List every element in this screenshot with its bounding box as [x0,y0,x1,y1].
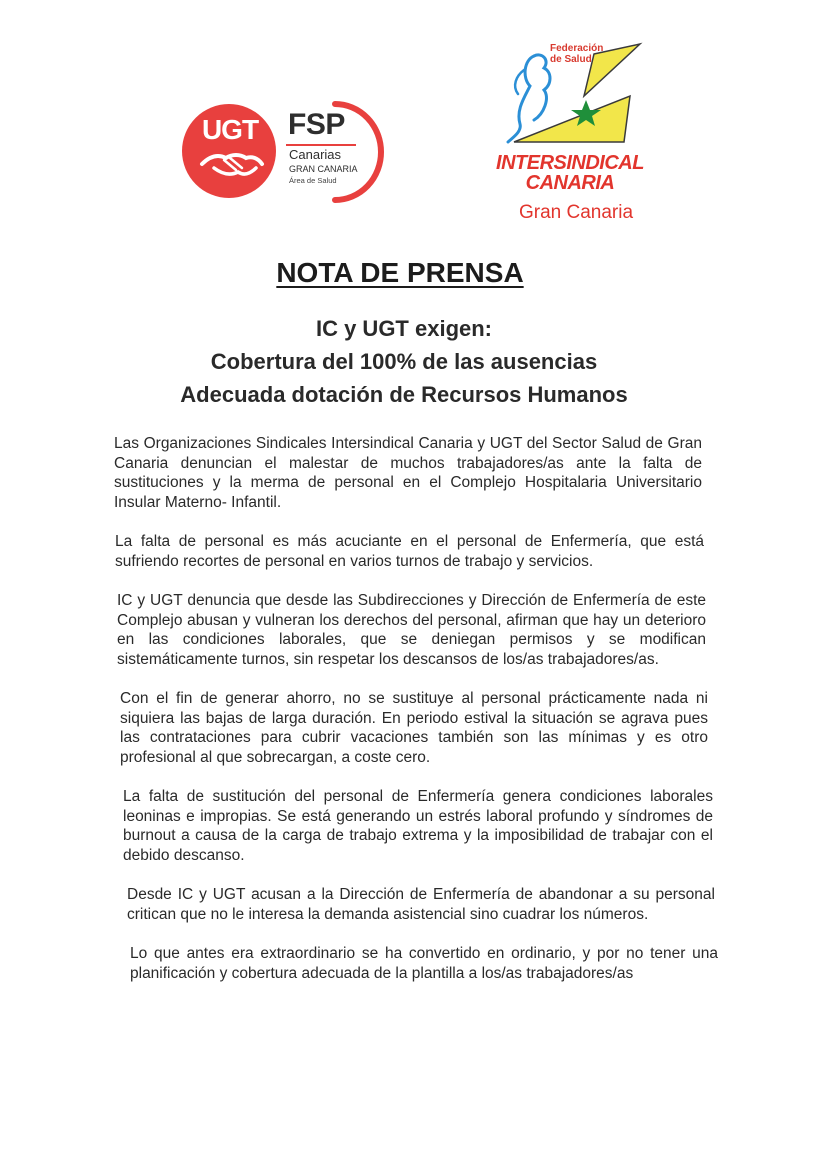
body-paragraph: Con el fin de generar ahorro, no se sustituye al personal prácticamente nada ni siquiera las bajas de larga duración. En periodo estival la situación se agrava pues las contrataciones para cubrir vacaciones también son las mínimas y es otro profesional al que sobrecargan, a coste cero. [120,690,708,766]
intersindical-island: Gran Canaria [518,202,634,223]
body-paragraph: Desde IC y UGT acusan a la Dirección de Enfermería de abandonar a su personal critican que no le interesa la demanda asistencial sino cuadrar los números. [127,886,715,923]
document-title [0,256,800,290]
intersindical-name-line-1: INTERSINDICAL [496,152,644,174]
document-body [114,434,718,1003]
body-paragraph: Las Organizaciones Sindicales Intersindical Canaria y UGT del Sector Salud de Gran Canaria denuncian el malestar de muchos trabajadores/as ante la falta de sustituciones y la merma de personal en el Complejo Hospitalaria Universitario Insular Materno- Infantil. [114,435,702,511]
subtitle-line: Adecuada dotación de Recursos Humanos [180,382,628,407]
federation-label [550,43,603,65]
fsp-area: Área de Salud [289,176,337,185]
subtitle-line: IC y UGT exigen: [315,316,493,341]
federation-line-1: Federación [550,43,604,54]
intersindical-name-line-2: CANARIA [525,172,615,194]
fsp-island: GRAN CANARIA [289,164,358,174]
body-paragraph: La falta de sustitución del personal de Enfermería genera condiciones laborales leoninas e impropias. Se está generando un estrés laboral profundo y síndromes de burnout a causa de la carga de trabajo extrema y la imposibilidad de trabajar con el debido descanso. [123,788,713,864]
federation-line-2: de Salud [550,54,592,65]
document-title-text: NOTA DE PRENSA [276,257,524,288]
fsp-label: FSP [288,108,345,141]
fsp-region: Canarias [289,147,342,162]
body-paragraph: IC y UGT denuncia que desde las Subdirecciones y Dirección de Enfermería de este Complejo abusan y vulneran los derechos del personal, afirman que hay un deterioro en las condiciones laborales, que se deniegan permisos y se modifican sistemáticamente turnos, sin respetar los descansos de los/as trabajadores/as. [117,592,706,668]
intersindical-canaria-logo [494,38,654,228]
subtitle-line: Cobertura del 100% de las ausencias [210,349,598,374]
body-paragraph: Lo que antes era extraordinario se ha convertido en ordinario, y por no tener una planificación y cobertura adecuada de la plantilla a los/as trabajadores/as [130,945,718,982]
ugt-fsp-logo [180,98,405,203]
ugt-logo-mark: UGT [201,114,259,145]
document-subtitles [0,312,808,411]
body-paragraph: La falta de personal es más acuciante en el personal de Enfermería, que está sufriendo recortes de personal en varios turnos de trabajo y servicios. [115,533,704,570]
